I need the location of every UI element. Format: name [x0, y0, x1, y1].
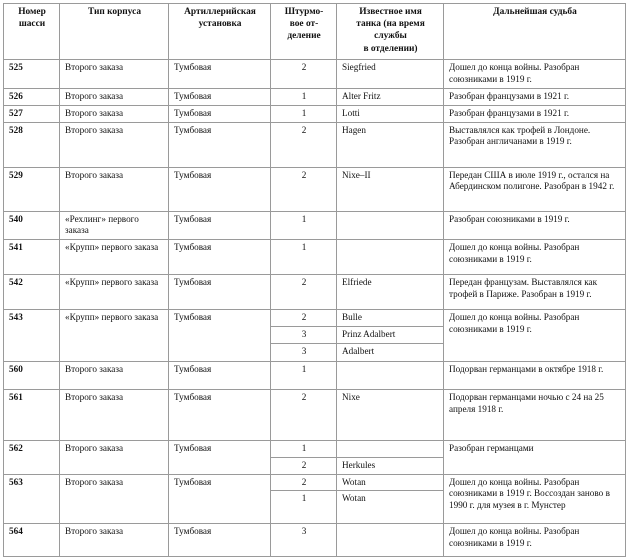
cell-chassis: 543	[4, 310, 60, 362]
cell-fate: Передан США в июле 1919 г., остался на Абердинском полигоне. Разобран в 1942 г.	[444, 167, 626, 211]
table-row	[4, 167, 626, 211]
header-gun-line2: установка	[198, 19, 242, 30]
cell-gun: Тумбовая	[169, 362, 271, 390]
cell-tank-name	[337, 441, 444, 458]
header-squad-line2: вое от-	[289, 19, 319, 30]
column-header-hull	[60, 4, 169, 60]
cell-gun: Тумбовая	[169, 167, 271, 211]
header-squad-line3: деление	[287, 31, 321, 42]
cell-fate: Дошел до конца войны. Разобран союзниками в 1919 г.	[444, 240, 626, 275]
cell-tank-name: Elfriede	[337, 275, 444, 310]
header-name-line2: танка (на время	[356, 19, 425, 30]
cell-tank-name	[337, 240, 444, 275]
cell-gun: Тумбовая	[169, 240, 271, 275]
column-header-tank-name	[337, 4, 444, 60]
table-row	[4, 105, 626, 122]
table-header	[4, 4, 626, 60]
cell-squad: 1	[271, 105, 337, 122]
cell-tank-name: Lotti	[337, 105, 444, 122]
cell-squad: 2	[271, 167, 337, 211]
table-row	[4, 441, 626, 458]
cell-fate: Разобран французами в 1921 г.	[444, 89, 626, 106]
header-fate-label: Дальнейшая судьба	[493, 7, 577, 17]
document-page	[0, 3, 628, 556]
table-body	[4, 60, 626, 557]
column-header-fate	[444, 4, 626, 60]
tank-roster-table	[3, 3, 626, 557]
cell-fate: Передан французам. Выставлялся как трофей в Париже. Разобран в 1919 г.	[444, 275, 626, 310]
column-header-chassis	[4, 4, 60, 60]
cell-tank-name: Wotan	[337, 491, 444, 524]
cell-tank-name	[337, 524, 444, 557]
table-row	[4, 60, 626, 89]
table-row	[4, 362, 626, 390]
cell-squad: 3	[271, 327, 337, 344]
cell-hull: Второго заказа	[60, 89, 169, 106]
cell-squad: 1	[271, 240, 337, 275]
table-row	[4, 390, 626, 441]
cell-gun: Тумбовая	[169, 310, 271, 362]
column-header-gun	[169, 4, 271, 60]
cell-fate: Разобран германцами	[444, 441, 626, 475]
cell-tank-name: Prinz Adalbert	[337, 327, 444, 344]
cell-squad: 1	[271, 89, 337, 106]
cell-gun: Тумбовая	[169, 89, 271, 106]
cell-hull: Второго заказа	[60, 390, 169, 441]
cell-fate: Дошел до конца войны. Разобран союзниками в 1919 г. Воссоздан заново в 1990 г. для музея в г. Мунстер	[444, 474, 626, 524]
cell-squad: 2	[271, 457, 337, 474]
cell-fate: Дошел до конца войны. Разобран союзниками в 1919 г.	[444, 524, 626, 557]
header-row	[4, 4, 626, 60]
header-gun-line1: Артиллерийская	[184, 7, 256, 17]
header-name-line3: службы	[374, 31, 407, 42]
cell-chassis: 528	[4, 122, 60, 167]
cell-hull: Второго заказа	[60, 441, 169, 475]
header-name-line4: в отделении)	[363, 43, 418, 54]
cell-hull: Второго заказа	[60, 60, 169, 89]
table-row	[4, 211, 626, 240]
cell-chassis: 529	[4, 167, 60, 211]
column-header-squad	[271, 4, 337, 60]
cell-hull: Второго заказа	[60, 362, 169, 390]
cell-tank-name: Alter Fritz	[337, 89, 444, 106]
cell-fate: Подорван германцами ночью с 24 на 25 апреля 1918 г.	[444, 390, 626, 441]
cell-fate: Дошел до конца войны. Разобран союзниками в 1919 г.	[444, 60, 626, 89]
cell-tank-name: Adalbert	[337, 344, 444, 362]
cell-gun: Тумбовая	[169, 275, 271, 310]
cell-gun: Тумбовая	[169, 474, 271, 524]
cell-tank-name: Nixe–II	[337, 167, 444, 211]
cell-squad: 1	[271, 211, 337, 240]
cell-chassis: 561	[4, 390, 60, 441]
table-row	[4, 275, 626, 310]
cell-fate: Подорван германцами в октябре 1918 г.	[444, 362, 626, 390]
cell-gun: Тумбовая	[169, 211, 271, 240]
cell-chassis: 560	[4, 362, 60, 390]
cell-hull: Второго заказа	[60, 167, 169, 211]
cell-chassis: 564	[4, 524, 60, 557]
header-hull-label: Тип корпуса	[87, 7, 142, 17]
cell-tank-name: Hagen	[337, 122, 444, 167]
cell-chassis: 527	[4, 105, 60, 122]
cell-tank-name: Wotan	[337, 474, 444, 491]
cell-squad: 2	[271, 275, 337, 310]
cell-hull: Второго заказа	[60, 474, 169, 524]
cell-fate: Дошел до конца войны. Разобран союзниками в 1919 г.	[444, 310, 626, 362]
cell-squad: 2	[271, 310, 337, 327]
cell-hull: «Крупп» первого заказа	[60, 240, 169, 275]
table-row	[4, 240, 626, 275]
cell-fate: Разобран союзниками в 1919 г.	[444, 211, 626, 240]
table-row	[4, 89, 626, 106]
cell-hull: «Крупп» первого заказа	[60, 310, 169, 362]
header-chassis-line1: Номер	[18, 7, 46, 17]
cell-gun: Тумбовая	[169, 60, 271, 89]
cell-chassis: 541	[4, 240, 60, 275]
cell-hull: «Крупп» первого заказа	[60, 275, 169, 310]
cell-tank-name	[337, 362, 444, 390]
cell-tank-name: Nixe	[337, 390, 444, 441]
cell-chassis: 562	[4, 441, 60, 475]
cell-fate: Разобран французами в 1921 г.	[444, 105, 626, 122]
cell-tank-name	[337, 211, 444, 240]
cell-tank-name: Bulle	[337, 310, 444, 327]
cell-tank-name: Siegfried	[337, 60, 444, 89]
cell-tank-name: Herkules	[337, 457, 444, 474]
cell-squad: 2	[271, 390, 337, 441]
cell-chassis: 563	[4, 474, 60, 524]
cell-chassis: 542	[4, 275, 60, 310]
cell-chassis: 540	[4, 211, 60, 240]
cell-squad: 1	[271, 362, 337, 390]
cell-chassis: 525	[4, 60, 60, 89]
cell-squad: 3	[271, 524, 337, 557]
cell-gun: Тумбовая	[169, 105, 271, 122]
table-row	[4, 474, 626, 491]
cell-hull: Второго заказа	[60, 122, 169, 167]
cell-squad: 1	[271, 441, 337, 458]
header-squad-line1: Штурмо-	[284, 7, 324, 17]
cell-gun: Тумбовая	[169, 390, 271, 441]
cell-gun: Тумбовая	[169, 524, 271, 557]
table-row	[4, 122, 626, 167]
cell-hull: «Рехлинг» первого заказа	[60, 211, 169, 240]
header-chassis-line2: шасси	[18, 19, 46, 30]
cell-hull: Второго заказа	[60, 105, 169, 122]
header-name-line1: Известное имя	[359, 7, 422, 17]
cell-fate: Выставлялся как трофей в Лондоне. Разобран англичанами в 1919 г.	[444, 122, 626, 167]
table-row	[4, 524, 626, 557]
cell-squad: 2	[271, 60, 337, 89]
cell-squad: 2	[271, 122, 337, 167]
cell-squad: 3	[271, 344, 337, 362]
cell-squad: 1	[271, 491, 337, 524]
cell-gun: Тумбовая	[169, 122, 271, 167]
cell-gun: Тумбовая	[169, 441, 271, 475]
cell-squad: 2	[271, 474, 337, 491]
cell-chassis: 526	[4, 89, 60, 106]
cell-hull: Второго заказа	[60, 524, 169, 557]
table-row	[4, 310, 626, 327]
